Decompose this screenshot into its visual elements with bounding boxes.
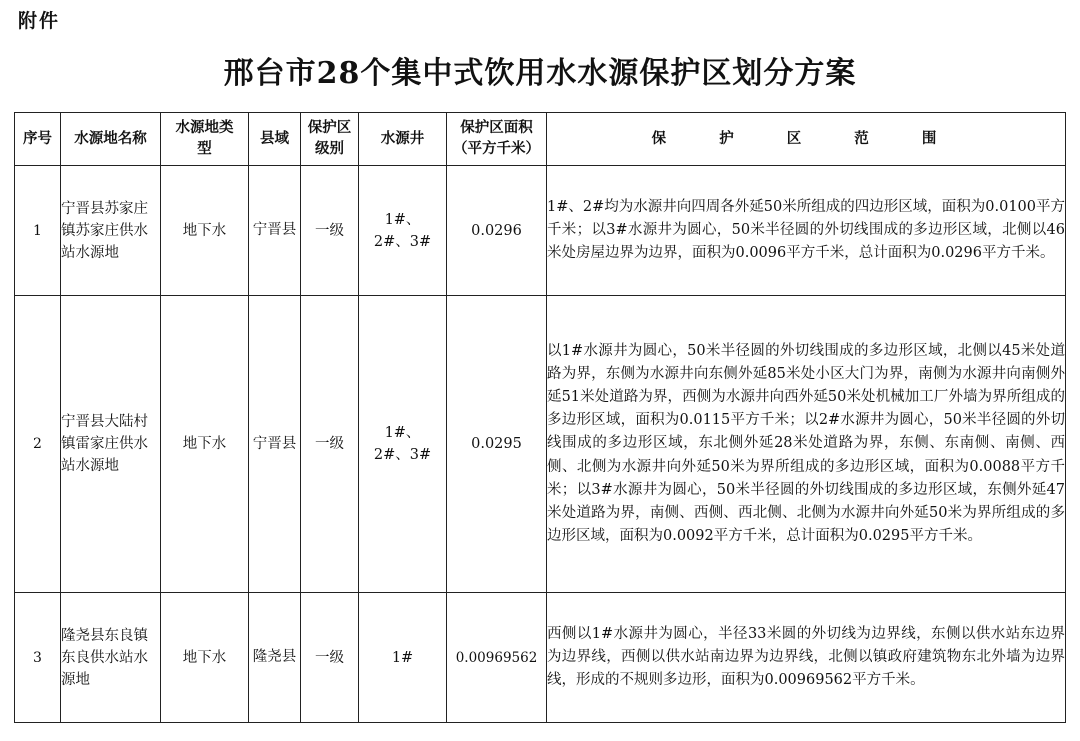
- row-type: 地下水: [161, 296, 249, 593]
- row-name: 宁晋县大陆村镇雷家庄供水站水源地: [61, 296, 161, 593]
- row-level: 一级: [301, 296, 359, 593]
- row-area: 0.0295: [447, 296, 547, 593]
- row-county: 宁晋县: [249, 166, 301, 296]
- row-scope: 西侧以1#水源井为圆心，半径33米圆的外切线为边界线，东侧以供水站东边界为边界线，西侧以供水站南边界为边界线，北侧以镇政府建筑物东北外墙为边界线，形成的不规则多边形，面积为0.00969562平方千米。: [547, 593, 1066, 723]
- row-level: 一级: [301, 166, 359, 296]
- protection-zone-table: [14, 112, 1066, 723]
- header-seq: 序号: [15, 113, 61, 166]
- header-name: 水源地名称: [61, 113, 161, 166]
- header-county: 县域: [249, 113, 301, 166]
- header-area: 保护区面积（平方千米）: [447, 113, 547, 166]
- document-title: 邢台市28个集中式饮用水水源保护区划分方案: [223, 56, 857, 91]
- row-scope: 以1#水源井为圆心，50米半径圆的外切线围成的多边形区域，北侧以45米处道路为界，东侧为水源井向东侧外延85米处小区大门为界，南侧为水源井向南侧外延51米处道路为界，西侧为水源井向西外延50米处机械加工厂外墙为界所组成的多边形区域，面积为0.0115平方千米；以2#水源井为圆心，50米半径圆的外切线围成的多边形区域，东北侧外延28米处道路为界，东侧、东南侧、南侧、西侧、北侧为水源井向外延50米为界所组成的多边形区域，面积为0.0088平方千米；以3#水源井为圆心，50米半径圆的外切线围成的多边形区域，东侧外延47米处道路为界，南侧、西侧、西北侧、北侧为水源井向外延50米为界所组成的多边形区域，面积为0.0092平方千米，总计面积为0.0295平方千米。: [547, 296, 1066, 593]
- table-header-row: [15, 113, 1066, 166]
- row-seq: 1: [15, 166, 61, 296]
- row-seq: 2: [15, 296, 61, 593]
- attachment-label: 附件: [18, 10, 61, 32]
- header-scope: 保 护 区 范 围: [547, 113, 1066, 166]
- row-level: 一级: [301, 593, 359, 723]
- table-row: [15, 593, 1066, 723]
- row-name: 隆尧县东良镇东良供水站水源地: [61, 593, 161, 723]
- row-wells: 1#: [359, 593, 447, 723]
- header-level: 保护区级别: [301, 113, 359, 166]
- row-area: 0.00969562: [447, 593, 547, 723]
- row-county: 隆尧县: [249, 593, 301, 723]
- row-wells: 1#、2#、3#: [359, 166, 447, 296]
- row-type: 地下水: [161, 166, 249, 296]
- row-area: 0.0296: [447, 166, 547, 296]
- row-name: 宁晋县苏家庄镇苏家庄供水站水源地: [61, 166, 161, 296]
- row-seq: 3: [15, 593, 61, 723]
- row-type: 地下水: [161, 593, 249, 723]
- row-county: 宁晋县: [249, 296, 301, 593]
- table-row: [15, 166, 1066, 296]
- row-scope: 1#、2#均为水源井向四周各外延50米所组成的四边形区域，面积为0.0100平方千米；以3#水源井为圆心，50米半径圆的外切线围成的多边形区域，北侧以46米处房屋边界为边界，面积为0.0096平方千米，总计面积为0.0296平方千米。: [547, 166, 1066, 296]
- table-row: [15, 296, 1066, 593]
- row-wells: 1#、2#、3#: [359, 296, 447, 593]
- header-type: 水源地类型: [161, 113, 249, 166]
- header-wells: 水源井: [359, 113, 447, 166]
